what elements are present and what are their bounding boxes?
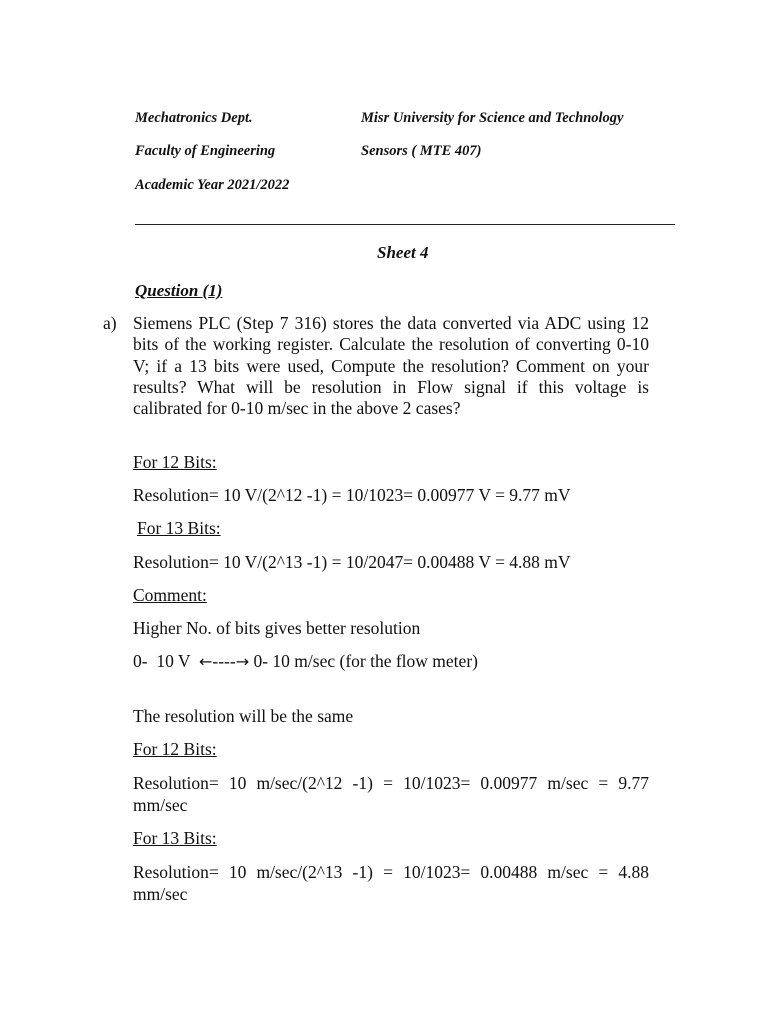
same-resolution-text: The resolution will be the same [133, 706, 354, 726]
resolution-13-bits-voltage: Resolution= 10 V/(2^13 -1) = 10/2047= 0.00488 V = 4.88 mV [133, 552, 571, 572]
header-dept: Mechatronics Dept. [135, 110, 253, 126]
header-divider [135, 224, 675, 225]
mapping-left: 0- 10 V [133, 651, 199, 671]
arrow-left-icon: ← [198, 652, 213, 671]
comment-heading: Comment: [133, 585, 207, 605]
mapping-right: 0- 10 m/sec (for the flow meter) [249, 651, 478, 671]
arrow-right-icon: → [235, 652, 250, 671]
voltage-flow-mapping [133, 651, 478, 672]
header-faculty: Faculty of Engineering [135, 143, 276, 159]
resolution-12-bits-flow: Resolution= 10 m/sec/(2^12 -1) = 10/1023= 0.00977 m/sec = 9.77 mm/sec [133, 773, 649, 815]
header-university: Misr University for Science and Technology [361, 110, 624, 126]
sheet-title: Sheet 4 [377, 243, 429, 262]
resolution-13-bits-flow: Resolution= 10 m/sec/(2^13 -1) = 10/1023= 0.00488 m/sec = 4.88 mm/sec [133, 862, 649, 904]
heading-12-bits-flow: For 12 Bits: [133, 739, 217, 759]
header-course: Sensors ( MTE 407) [361, 143, 482, 159]
header-year: Academic Year 2021/2022 [135, 177, 290, 193]
heading-12-bits-voltage: For 12 Bits: [133, 452, 217, 472]
question-title: Question (1) [135, 281, 223, 300]
question-label: a) [103, 313, 117, 333]
mapping-dashes: ---- [212, 651, 236, 671]
comment-text: Higher No. of bits gives better resolution [133, 618, 421, 638]
heading-13-bits-flow: For 13 Bits: [133, 828, 217, 848]
resolution-12-bits-voltage: Resolution= 10 V/(2^12 -1) = 10/1023= 0.00977 V = 9.77 mV [133, 485, 571, 505]
heading-13-bits-voltage: For 13 Bits: [137, 518, 221, 538]
question-text: Siemens PLC (Step 7 316) stores the data converted via ADC using 12 bits of the working register. Calculate the resolution of converting 0-10 V; if a 13 bits were used, Compute the resolution? Comment on your results? What will be resolution in Flow signal if this voltage is calibrated for 0-10 m/sec in the above 2 cases? [133, 313, 649, 419]
